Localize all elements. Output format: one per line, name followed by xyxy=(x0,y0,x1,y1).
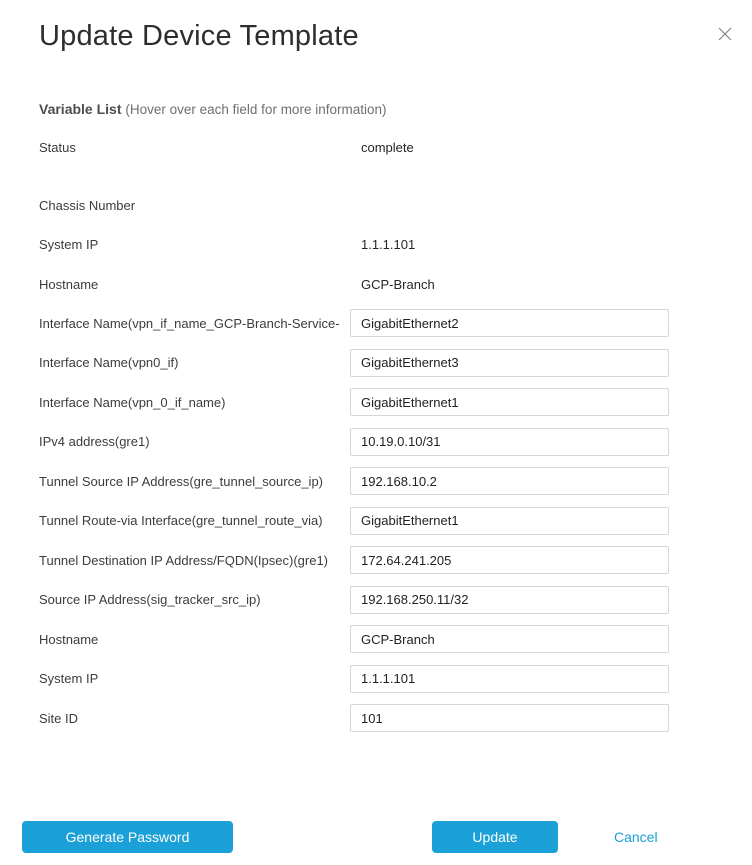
field-row-tunnel-source-ip xyxy=(39,467,669,495)
field-row-ipv4-address-gre1 xyxy=(39,428,669,456)
system-ip-value: 1.1.1.101 xyxy=(361,236,416,252)
tunnel-route-via-input[interactable] xyxy=(350,507,669,535)
field-row-source-ip-tracker xyxy=(39,586,669,614)
close-icon[interactable] xyxy=(716,25,734,43)
static-row-system-ip xyxy=(39,236,669,252)
variable-rows xyxy=(0,139,752,732)
hostname-input-label: Hostname xyxy=(39,631,99,647)
tunnel-route-via-label: Tunnel Route-via Interface(gre_tunnel_route_via) xyxy=(39,513,323,528)
tunnel-source-ip-input[interactable] xyxy=(350,467,669,495)
update-button[interactable]: Update xyxy=(432,821,558,853)
site-id-input[interactable] xyxy=(350,704,669,732)
variable-list-heading xyxy=(39,101,752,117)
field-row-interface-name-vpn0-if xyxy=(39,349,669,377)
cancel-link[interactable]: Cancel xyxy=(614,829,658,845)
interface-name-vpn-0-if-name-input[interactable] xyxy=(350,388,669,416)
system-ip-input-label: System IP xyxy=(39,671,99,686)
interface-name-service-input[interactable] xyxy=(350,309,669,337)
variable-list-hint: (Hover over each field for more information) xyxy=(125,102,387,117)
interface-name-vpn-0-if-name-label: Interface Name(vpn_0_if_name) xyxy=(39,394,226,410)
field-row-hostname xyxy=(39,625,669,653)
close-x-glyph xyxy=(718,27,732,41)
ipv4-address-gre1-input[interactable] xyxy=(350,428,669,456)
hostname-label: Hostname xyxy=(39,276,99,292)
field-row-tunnel-route-via xyxy=(39,507,669,535)
dialog-footer xyxy=(0,821,752,853)
field-row-interface-name-service xyxy=(39,309,669,337)
source-ip-tracker-input[interactable] xyxy=(350,586,669,614)
chassis-number-label: Chassis Number xyxy=(39,197,136,213)
hostname-input[interactable] xyxy=(350,625,669,653)
status-label: Status xyxy=(39,139,76,155)
system-ip-input[interactable] xyxy=(350,665,669,693)
field-row-system-ip xyxy=(39,665,669,693)
generate-password-button[interactable]: Generate Password xyxy=(22,821,233,853)
static-row-hostname xyxy=(39,276,669,292)
field-row-interface-name-vpn-0-if-name xyxy=(39,388,669,416)
static-row-chassis-number xyxy=(39,197,669,213)
interface-name-vpn0-if-input[interactable] xyxy=(350,349,669,377)
interface-name-service-label: Interface Name(vpn_if_name_GCP-Branch-Service- xyxy=(39,315,340,331)
field-row-tunnel-destination-ip xyxy=(39,546,669,574)
tunnel-source-ip-label: Tunnel Source IP Address(gre_tunnel_source_ip) xyxy=(39,473,324,489)
site-id-label: Site ID xyxy=(39,710,79,726)
field-row-site-id xyxy=(39,704,669,732)
ipv4-address-gre1-label: IPv4 address(gre1) xyxy=(39,434,150,449)
page-title: Update Device Template xyxy=(39,20,359,52)
update-device-template-dialog xyxy=(0,20,752,865)
system-ip-label: System IP xyxy=(39,236,99,252)
interface-name-vpn0-if-label: Interface Name(vpn0_if) xyxy=(39,355,179,370)
variable-list-label: Variable List xyxy=(39,101,122,117)
source-ip-tracker-label: Source IP Address(sig_tracker_src_ip) xyxy=(39,592,261,607)
static-row-status xyxy=(39,139,669,155)
status-value: complete xyxy=(361,139,414,155)
tunnel-destination-ip-input[interactable] xyxy=(350,546,669,574)
hostname-value: GCP-Branch xyxy=(361,276,435,292)
tunnel-destination-ip-label: Tunnel Destination IP Address/FQDN(Ipsec)(gre1) xyxy=(39,552,329,568)
